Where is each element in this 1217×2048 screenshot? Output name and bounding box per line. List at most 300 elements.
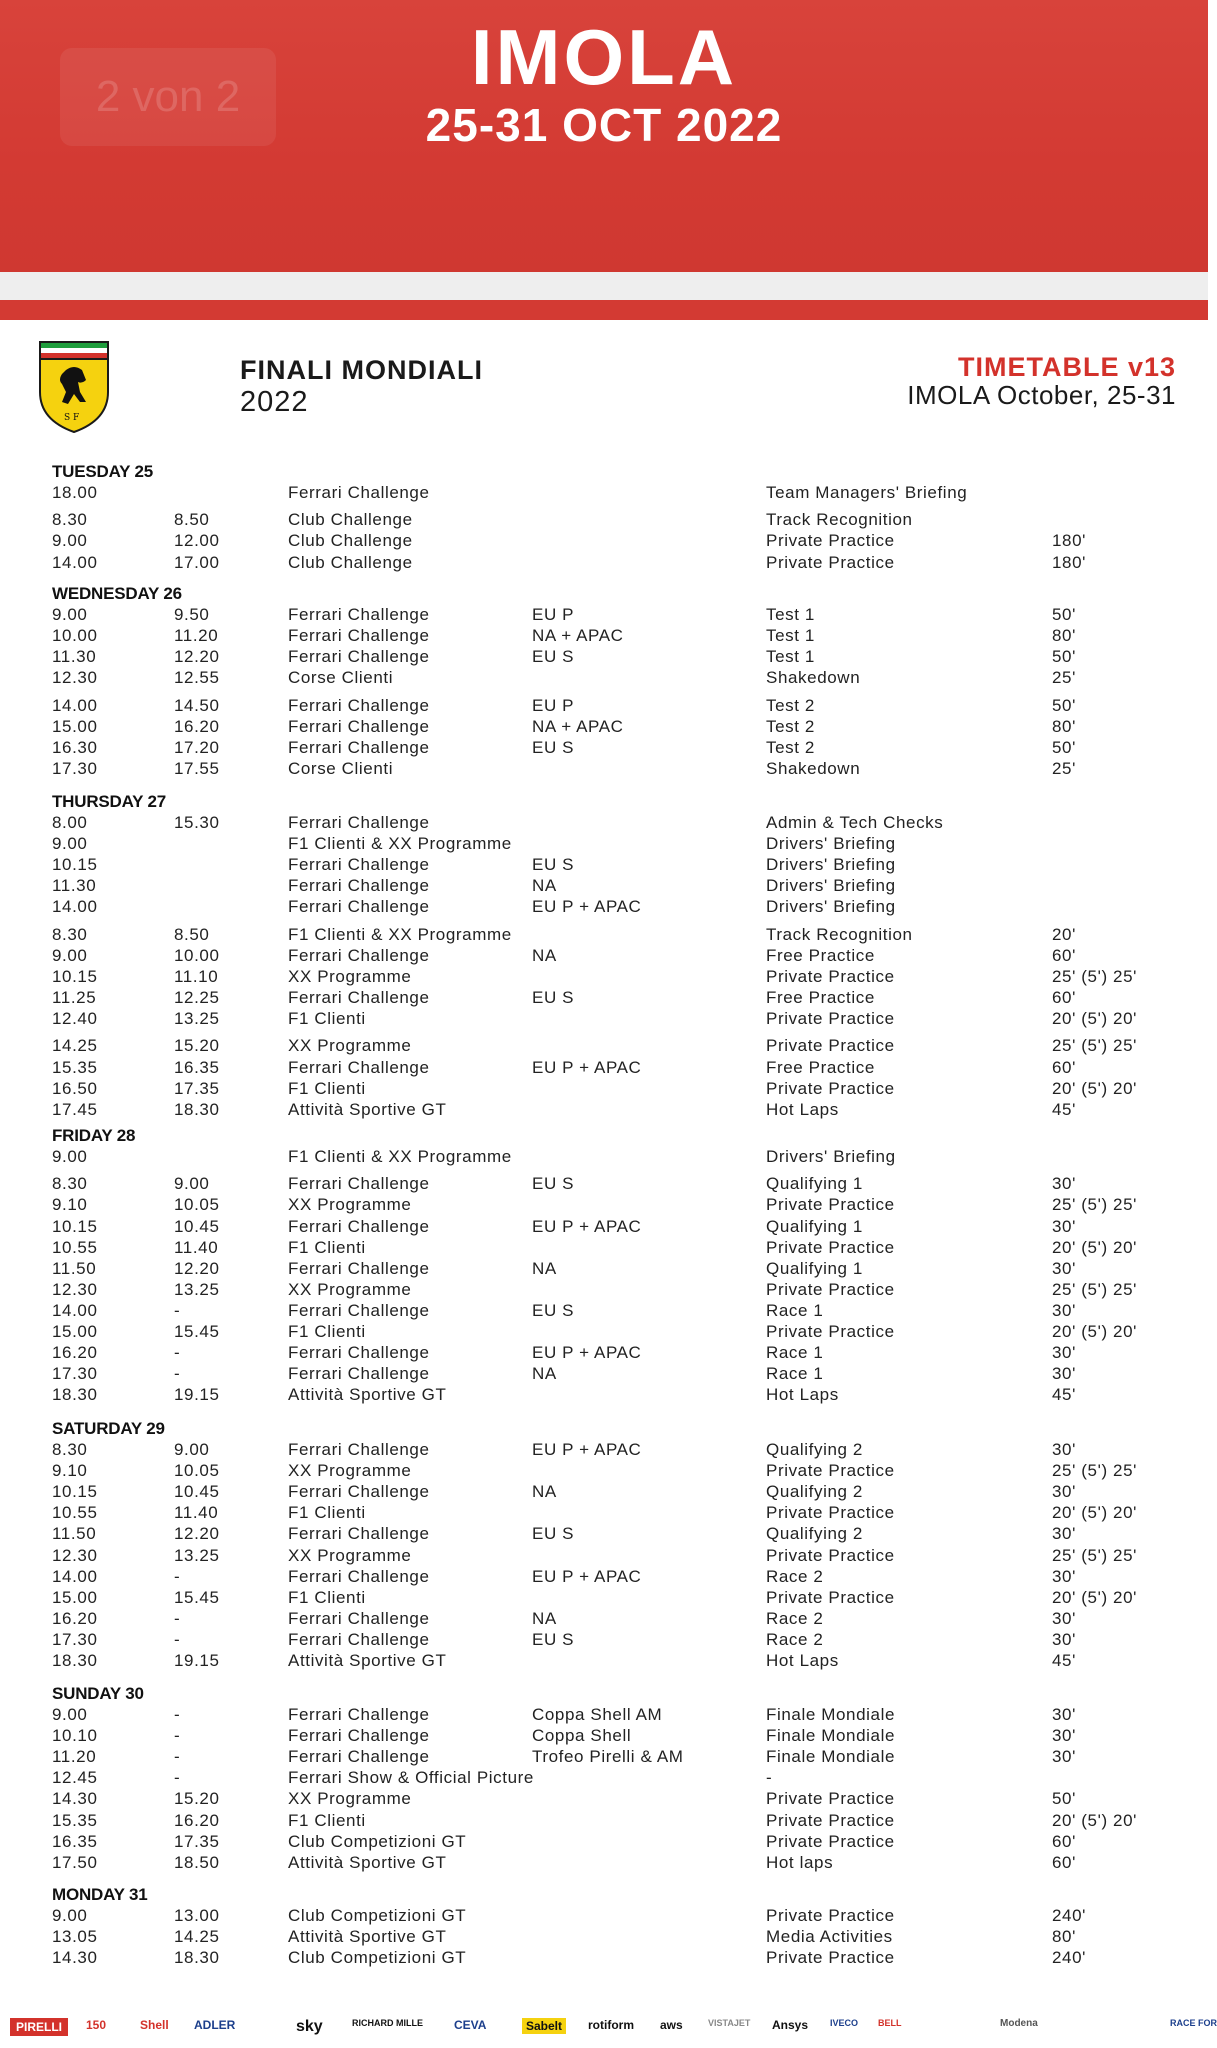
- cell-end-time: 8.50: [174, 510, 210, 530]
- cell-series: Ferrari Challenge: [288, 1364, 430, 1384]
- cell-start-time: 9.00: [52, 1906, 88, 1925]
- cell-session: Free Practice: [766, 1057, 875, 1077]
- cell-series: Attività Sportive GT: [288, 1651, 447, 1670]
- cell-duration: 60': [1052, 988, 1076, 1007]
- cell-session: Private Practice: [766, 531, 895, 551]
- event-title: IMOLA: [470, 13, 738, 101]
- cell-end-time: 17.20: [174, 737, 220, 757]
- cell-series: Club Competizioni GT: [288, 1831, 467, 1851]
- cell-start-time: 12.30: [52, 668, 98, 688]
- cell-start-time: 18.00: [52, 483, 98, 502]
- cell-session: Drivers' Briefing: [766, 855, 896, 875]
- cell-series: Ferrari Challenge: [288, 988, 430, 1007]
- cell-end-time: 11.40: [174, 1237, 219, 1257]
- cell-duration: 20' (5') 20': [1052, 1237, 1137, 1257]
- cell-series: Ferrari Challenge: [288, 945, 430, 965]
- cell-series: Club Challenge: [288, 531, 413, 551]
- cell-session: Private Practice: [766, 1789, 895, 1809]
- cell-end-time: 9.50: [174, 605, 210, 624]
- cell-start-time: 12.30: [52, 1279, 98, 1299]
- cell-duration: 50': [1052, 647, 1076, 667]
- cell-session: Hot laps: [766, 1852, 834, 1872]
- cell-series: F1 Clienti & XX Programme: [288, 924, 512, 944]
- cell-class: NA: [532, 1364, 557, 1384]
- cell-end-time: 15.45: [174, 1587, 220, 1607]
- cell-start-time: 11.30: [52, 876, 97, 896]
- cell-session: Finale Mondiale: [766, 1747, 896, 1767]
- cell-duration: 60': [1052, 1831, 1076, 1851]
- cell-series: F1 Clienti & XX Programme: [288, 834, 512, 854]
- cell-end-time: 18.50: [174, 1852, 220, 1872]
- cell-start-time: 8.30: [52, 1440, 88, 1459]
- sponsor-logo: VISTAJET: [708, 2018, 751, 2028]
- cell-duration: 25' (5') 25': [1052, 1279, 1137, 1299]
- cell-start-time: 14.30: [52, 1948, 98, 1968]
- cell-start-time: 8.30: [52, 510, 88, 530]
- cell-end-time: 15.20: [174, 1789, 220, 1809]
- cell-series: F1 Clienti: [288, 1587, 366, 1607]
- cell-session: Private Practice: [766, 1948, 895, 1968]
- sponsor-bar: [0, 2010, 1217, 2048]
- cell-class: NA: [532, 1482, 557, 1502]
- cell-series: Ferrari Challenge: [288, 647, 430, 667]
- sponsor-logo: aws: [660, 2018, 683, 2032]
- cell-series: Ferrari Challenge: [288, 1747, 430, 1767]
- day-heading: THURSDAY 27: [52, 792, 167, 811]
- cell-class: NA: [532, 945, 557, 965]
- cell-end-time: 10.05: [174, 1461, 220, 1481]
- cell-end-time: 12.20: [174, 647, 220, 667]
- cell-start-time: 17.45: [52, 1099, 98, 1119]
- sponsor-logo: rotiform: [588, 2018, 634, 2032]
- cell-series: Ferrari Challenge: [288, 1343, 430, 1363]
- cell-end-time: -: [174, 1726, 181, 1746]
- cell-series: F1 Clienti: [288, 1322, 366, 1341]
- cell-duration: 30': [1052, 1747, 1076, 1767]
- cell-session: Admin & Tech Checks: [766, 813, 944, 832]
- cell-series: Attività Sportive GT: [288, 1385, 447, 1405]
- sponsor-logo: CEVA: [454, 2018, 487, 2032]
- cell-series: Ferrari Challenge: [288, 897, 430, 917]
- cell-duration: 30': [1052, 1524, 1076, 1544]
- cell-series: Corse Clienti: [288, 758, 394, 778]
- cell-end-time: 17.35: [174, 1078, 220, 1098]
- cell-duration: 20': [1052, 924, 1076, 944]
- day-heading: MONDAY 31: [52, 1885, 148, 1904]
- cell-start-time: 10.15: [52, 1482, 98, 1502]
- cell-series: Ferrari Challenge: [288, 695, 430, 715]
- cell-series: Attività Sportive GT: [288, 1852, 447, 1872]
- cell-series: Ferrari Challenge: [288, 1608, 430, 1628]
- cell-start-time: 9.00: [52, 945, 88, 965]
- sponsor-logo: Sabelt: [522, 2018, 566, 2034]
- cell-duration: 60': [1052, 1057, 1076, 1077]
- sponsor-logo: sky: [296, 2018, 323, 2035]
- cell-duration: 20' (5') 20': [1052, 1009, 1137, 1029]
- cell-session: Private Practice: [766, 1195, 895, 1215]
- cell-session: Private Practice: [766, 1461, 895, 1481]
- cell-series: Ferrari Challenge: [288, 876, 430, 896]
- cell-duration: 45': [1052, 1099, 1076, 1119]
- cell-start-time: 9.10: [52, 1461, 88, 1481]
- location-dates: IMOLA October, 25-31: [907, 380, 1176, 410]
- cell-duration: 25' (5') 25': [1052, 1545, 1137, 1565]
- cell-start-time: 15.00: [52, 1322, 98, 1341]
- cell-duration: 30': [1052, 1343, 1076, 1363]
- cell-end-time: 11.20: [174, 626, 219, 646]
- sponsor-logo: RACE FOR: [1170, 2018, 1217, 2028]
- cell-series: Attività Sportive GT: [288, 1099, 447, 1119]
- cell-class: EU S: [532, 1524, 575, 1544]
- cell-start-time: 9.10: [52, 1195, 88, 1215]
- cell-start-time: 9.00: [52, 531, 88, 551]
- sponsor-logo: RICHARD MILLE: [352, 2018, 423, 2028]
- cell-series: Ferrari Challenge: [288, 1057, 430, 1077]
- cell-session: Race 1: [766, 1300, 824, 1320]
- cell-series: Ferrari Show & Official Picture: [288, 1768, 534, 1788]
- sponsor-logo: Shell: [140, 2018, 169, 2032]
- cell-session: Shakedown: [766, 668, 861, 688]
- cell-start-time: 16.35: [52, 1831, 98, 1851]
- cell-start-time: 11.25: [52, 988, 97, 1007]
- cell-duration: 240': [1052, 1948, 1087, 1968]
- cell-start-time: 15.00: [52, 716, 98, 736]
- cell-series: XX Programme: [288, 1789, 412, 1809]
- cell-duration: 180': [1052, 552, 1087, 572]
- cell-series: F1 Clienti: [288, 1810, 366, 1830]
- cell-class: EU S: [532, 988, 575, 1007]
- cell-start-time: 9.00: [52, 1705, 88, 1724]
- cell-duration: 180': [1052, 531, 1087, 551]
- cell-session: Private Practice: [766, 1009, 895, 1029]
- cell-duration: 50': [1052, 605, 1076, 624]
- cell-session: Private Practice: [766, 1545, 895, 1565]
- cell-session: Qualifying 1: [766, 1174, 863, 1194]
- cell-class: EU P + APAC: [532, 1440, 642, 1459]
- cell-session: Test 1: [766, 626, 815, 646]
- cell-end-time: -: [174, 1608, 181, 1628]
- cell-duration: 50': [1052, 695, 1076, 715]
- cell-start-time: 14.00: [52, 1300, 98, 1320]
- cell-class: NA + APAC: [532, 716, 624, 736]
- cell-duration: 240': [1052, 1906, 1087, 1925]
- cell-session: Test 2: [766, 695, 815, 715]
- cell-duration: 60': [1052, 945, 1076, 965]
- cell-end-time: -: [174, 1747, 181, 1767]
- cell-session: Test 2: [766, 716, 815, 736]
- cell-end-time: 13.25: [174, 1009, 220, 1029]
- cell-class: EU P + APAC: [532, 1216, 642, 1236]
- cell-duration: 80': [1052, 1927, 1076, 1947]
- cell-start-time: 10.15: [52, 1216, 98, 1236]
- cell-duration: 20' (5') 20': [1052, 1587, 1137, 1607]
- cell-class: NA: [532, 876, 557, 896]
- cell-end-time: -: [174, 1364, 181, 1384]
- cell-session: Drivers' Briefing: [766, 897, 896, 917]
- cell-end-time: 9.00: [174, 1440, 210, 1459]
- cell-start-time: 9.00: [52, 834, 88, 854]
- cell-start-time: 15.35: [52, 1057, 98, 1077]
- cell-start-time: 10.15: [52, 966, 98, 986]
- cell-session: Shakedown: [766, 758, 861, 778]
- cell-session: Private Practice: [766, 1503, 895, 1523]
- cell-start-time: 8.30: [52, 1174, 88, 1194]
- cell-class: Coppa Shell: [532, 1726, 632, 1746]
- cell-session: Team Managers' Briefing: [766, 483, 968, 502]
- cell-duration: 30': [1052, 1216, 1076, 1236]
- cell-duration: 30': [1052, 1629, 1076, 1649]
- cell-series: Ferrari Challenge: [288, 1300, 430, 1320]
- cell-duration: 30': [1052, 1608, 1076, 1628]
- cell-duration: 25' (5') 25': [1052, 1195, 1137, 1215]
- cell-class: EU P + APAC: [532, 897, 642, 917]
- cell-class: Coppa Shell AM: [532, 1705, 663, 1724]
- cell-end-time: 14.25: [174, 1927, 220, 1947]
- cell-start-time: 10.10: [52, 1726, 98, 1746]
- cell-session: Private Practice: [766, 1587, 895, 1607]
- cell-session: Qualifying 2: [766, 1440, 863, 1459]
- cell-session: Media Activities: [766, 1927, 893, 1947]
- cell-end-time: 12.25: [174, 988, 220, 1007]
- cell-end-time: 14.50: [174, 695, 220, 715]
- cell-session: Drivers' Briefing: [766, 834, 896, 854]
- cell-duration: 25' (5') 25': [1052, 1036, 1137, 1056]
- cell-class: EU P + APAC: [532, 1343, 642, 1363]
- cell-class: NA: [532, 1258, 557, 1278]
- cell-start-time: 12.30: [52, 1545, 98, 1565]
- cell-session: Qualifying 2: [766, 1482, 863, 1502]
- cell-session: Private Practice: [766, 1810, 895, 1830]
- cell-session: Private Practice: [766, 1831, 895, 1851]
- cell-start-time: 14.30: [52, 1789, 98, 1809]
- cell-end-time: 19.15: [174, 1385, 220, 1405]
- cell-session: Private Practice: [766, 966, 895, 986]
- cell-series: Ferrari Challenge: [288, 1524, 430, 1544]
- cell-session: Race 1: [766, 1343, 824, 1363]
- cell-series: XX Programme: [288, 1545, 412, 1565]
- cell-duration: 30': [1052, 1566, 1076, 1586]
- sponsor-logo: IVECO: [830, 2018, 859, 2028]
- cell-start-time: 17.30: [52, 758, 98, 778]
- cell-class: NA: [532, 1608, 557, 1628]
- cell-duration: 20' (5') 20': [1052, 1810, 1137, 1830]
- cell-session: Free Practice: [766, 988, 875, 1007]
- cell-session: Hot Laps: [766, 1651, 839, 1670]
- cell-start-time: 14.00: [52, 695, 98, 715]
- cell-end-time: 12.20: [174, 1258, 220, 1278]
- cell-start-time: 10.55: [52, 1503, 98, 1523]
- cell-session: Test 1: [766, 605, 815, 624]
- day-heading: TUESDAY 25: [52, 462, 153, 481]
- document-title: FINALI MONDIALI: [240, 355, 483, 385]
- cell-end-time: 15.45: [174, 1322, 220, 1341]
- cell-start-time: 11.50: [52, 1258, 97, 1278]
- cell-duration: 30': [1052, 1258, 1076, 1278]
- cell-session: Private Practice: [766, 1036, 895, 1056]
- cell-session: Qualifying 1: [766, 1258, 863, 1278]
- cell-session: Private Practice: [766, 1078, 895, 1098]
- cell-class: NA + APAC: [532, 626, 624, 646]
- cell-end-time: 12.20: [174, 1524, 220, 1544]
- cell-series: Ferrari Challenge: [288, 483, 430, 502]
- cell-start-time: 11.30: [52, 647, 97, 667]
- cell-start-time: 14.25: [52, 1036, 98, 1056]
- cell-end-time: 13.25: [174, 1545, 220, 1565]
- cell-end-time: 10.45: [174, 1482, 220, 1502]
- cell-start-time: 18.30: [52, 1385, 98, 1405]
- cell-duration: 20' (5') 20': [1052, 1322, 1137, 1341]
- cell-end-time: 18.30: [174, 1948, 220, 1968]
- cell-duration: 20' (5') 20': [1052, 1503, 1137, 1523]
- cell-class: Trofeo Pirelli & AM: [532, 1747, 684, 1767]
- cell-class: EU S: [532, 737, 575, 757]
- cell-duration: 30': [1052, 1440, 1076, 1459]
- cell-end-time: 8.50: [174, 924, 210, 944]
- cell-duration: 50': [1052, 1789, 1076, 1809]
- cell-end-time: 10.05: [174, 1195, 220, 1215]
- cell-start-time: 14.00: [52, 552, 98, 572]
- cell-end-time: -: [174, 1705, 181, 1724]
- cell-start-time: 9.00: [52, 1147, 88, 1166]
- cell-session: Test 1: [766, 647, 815, 667]
- day-heading: WEDNESDAY 26: [52, 584, 182, 603]
- cell-class: EU P + APAC: [532, 1566, 642, 1586]
- cell-session: Hot Laps: [766, 1099, 839, 1119]
- cell-start-time: 11.20: [52, 1747, 97, 1767]
- cell-start-time: 15.35: [52, 1810, 98, 1830]
- cell-class: EU P + APAC: [532, 1057, 642, 1077]
- cell-start-time: 10.15: [52, 855, 98, 875]
- cell-duration: 30': [1052, 1482, 1076, 1502]
- cell-end-time: -: [174, 1343, 181, 1363]
- cell-end-time: 10.45: [174, 1216, 220, 1236]
- cell-start-time: 17.30: [52, 1364, 98, 1384]
- cell-start-time: 8.00: [52, 813, 88, 832]
- cell-start-time: 16.20: [52, 1343, 98, 1363]
- cell-start-time: 12.45: [52, 1768, 98, 1788]
- cell-duration: 45': [1052, 1385, 1076, 1405]
- cell-end-time: 11.10: [174, 966, 219, 986]
- cell-session: -: [766, 1768, 773, 1788]
- cell-series: XX Programme: [288, 966, 412, 986]
- cell-session: Finale Mondiale: [766, 1705, 896, 1724]
- svg-text:S F: S F: [64, 413, 80, 423]
- cell-series: Ferrari Challenge: [288, 1705, 430, 1724]
- day-heading: SATURDAY 29: [52, 1419, 165, 1438]
- cell-end-time: 16.35: [174, 1057, 220, 1077]
- cell-start-time: 16.30: [52, 737, 98, 757]
- cell-series: F1 Clienti & XX Programme: [288, 1147, 512, 1166]
- cell-series: Ferrari Challenge: [288, 737, 430, 757]
- cell-start-time: 16.20: [52, 1608, 98, 1628]
- cell-start-time: 8.30: [52, 924, 88, 944]
- cell-end-time: 17.55: [174, 758, 220, 778]
- cell-series: Club Competizioni GT: [288, 1906, 467, 1925]
- cell-session: Qualifying 1: [766, 1216, 863, 1236]
- cell-series: F1 Clienti: [288, 1009, 366, 1029]
- cell-end-time: 19.15: [174, 1651, 220, 1670]
- cell-class: EU P: [532, 695, 575, 715]
- sponsor-logo: BELL: [878, 2018, 902, 2028]
- cell-series: XX Programme: [288, 1195, 412, 1215]
- cell-end-time: -: [174, 1768, 181, 1788]
- cell-series: Attività Sportive GT: [288, 1927, 447, 1947]
- day-heading: FRIDAY 28: [52, 1126, 136, 1145]
- cell-session: Private Practice: [766, 1906, 895, 1925]
- timetable-version: TIMETABLE v13: [957, 352, 1176, 382]
- cell-session: Race 2: [766, 1608, 824, 1628]
- cell-series: Club Challenge: [288, 552, 413, 572]
- cell-start-time: 13.05: [52, 1927, 98, 1947]
- cell-series: Ferrari Challenge: [288, 1629, 430, 1649]
- cell-duration: 50': [1052, 737, 1076, 757]
- cell-session: Hot Laps: [766, 1385, 839, 1405]
- cell-duration: 20' (5') 20': [1052, 1078, 1137, 1098]
- cell-session: Race 2: [766, 1629, 824, 1649]
- cell-duration: 25' (5') 25': [1052, 966, 1137, 986]
- cell-start-time: 18.30: [52, 1651, 98, 1670]
- cell-series: Club Competizioni GT: [288, 1948, 467, 1968]
- cell-session: Track Recognition: [766, 924, 913, 944]
- cell-start-time: 9.00: [52, 605, 88, 624]
- cell-series: Ferrari Challenge: [288, 1216, 430, 1236]
- cell-series: Ferrari Challenge: [288, 813, 430, 832]
- sponsor-logo: ADLER: [194, 2018, 236, 2032]
- cell-series: XX Programme: [288, 1036, 412, 1056]
- sponsor-logo: Ansys: [772, 2018, 809, 2032]
- cell-duration: 30': [1052, 1705, 1076, 1724]
- cell-series: Ferrari Challenge: [288, 1726, 430, 1746]
- cell-duration: 80': [1052, 626, 1076, 646]
- cell-end-time: 17.00: [174, 552, 220, 572]
- cell-end-time: 16.20: [174, 716, 220, 736]
- cell-start-time: 14.00: [52, 1566, 98, 1586]
- cell-session: Test 2: [766, 737, 815, 757]
- cell-duration: 30': [1052, 1364, 1076, 1384]
- cell-session: Private Practice: [766, 1237, 895, 1257]
- cell-class: EU S: [532, 647, 575, 667]
- cell-series: Corse Clienti: [288, 668, 394, 688]
- cell-series: F1 Clienti: [288, 1078, 366, 1098]
- cell-series: Ferrari Challenge: [288, 626, 430, 646]
- cell-series: Ferrari Challenge: [288, 855, 430, 875]
- cell-start-time: 12.40: [52, 1009, 98, 1029]
- cell-duration: 30': [1052, 1300, 1076, 1320]
- cell-session: Finale Mondiale: [766, 1726, 896, 1746]
- cell-series: XX Programme: [288, 1279, 412, 1299]
- cell-series: Ferrari Challenge: [288, 1482, 430, 1502]
- cell-duration: 80': [1052, 716, 1076, 736]
- cell-series: Ferrari Challenge: [288, 605, 430, 624]
- sponsor-logo: 150: [86, 2018, 107, 2032]
- cell-end-time: 11.40: [174, 1503, 219, 1523]
- cell-duration: 30': [1052, 1726, 1076, 1746]
- cell-start-time: 17.50: [52, 1852, 98, 1872]
- cell-class: EU S: [532, 1174, 575, 1194]
- cell-session: Race 2: [766, 1566, 824, 1586]
- cell-start-time: 17.30: [52, 1629, 98, 1649]
- cell-end-time: -: [174, 1629, 181, 1649]
- cell-series: Ferrari Challenge: [288, 1566, 430, 1586]
- cell-session: Free Practice: [766, 945, 875, 965]
- cell-session: Drivers' Briefing: [766, 1147, 896, 1166]
- event-dates: 25-31 OCT 2022: [425, 99, 783, 151]
- cell-session: Private Practice: [766, 552, 895, 572]
- cell-series: Ferrari Challenge: [288, 1174, 430, 1194]
- cell-end-time: 12.00: [174, 531, 220, 551]
- cell-series: Ferrari Challenge: [288, 716, 430, 736]
- cell-series: Ferrari Challenge: [288, 1258, 430, 1278]
